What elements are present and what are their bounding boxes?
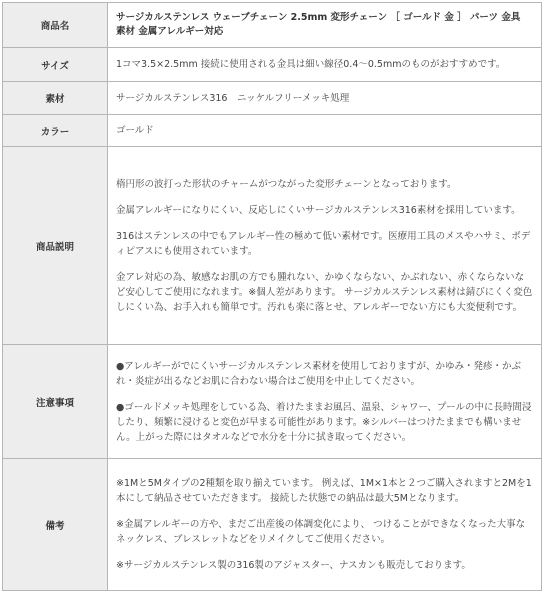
row-label-precautions: 注意事項 [3,345,108,459]
spec-row-color [3,115,542,147]
precaution-item: ●アレルギーがでにくいサージカルステンレス素材を使用しておりますが、かゆみ・発疹・かぶれ・炎症が出るなどお肌に合わない場合はご使用を中止してください。 [116,360,522,387]
spec-row-precautions [3,345,542,459]
material-value: サージカルステンレス316 ニッケルフリーメッキ処理 [108,82,542,115]
note-item: ※金属アレルギーの方や、まだご出産後の体調変化により、 つけることができなくなった大事なネックレス、ブレスレットなどをリメイクしてご使用ください。 [116,519,526,545]
description-paragraph: 金アレ対応の為、敏感なお肌の方でも腫れない、かゆくならない、かぶれない、赤くならないなど安心してご使用になれます。※個人差があります。 サージカルステンレス素材は錆びにくく変色しにくい為、お手入れも簡単です。汚れも楽に落とせ、アレルギーでない方にも大変便利です。 [116,271,533,313]
row-label-description: 商品説明 [3,147,108,345]
spec-row-notes [3,459,542,591]
description-paragraph: 金属アレルギーになりにくい、反応しにくいサージカルステンレス316素材を採用しています。 [116,204,521,216]
precaution-item: ●ゴールドメッキ処理をしている為、着けたままお風呂、温泉、シャワー、プールの中に長時間浸したり、頻繁に浸けると変色が早まる可能性があります。※シルバーはつけたままでも構いません。上がった際にはタオルなどで水分を十分に拭き取ってください。 [116,401,532,443]
spec-row-size [3,48,542,82]
row-label-product-name: 商品名 [3,3,108,48]
note-item: ※1Mと5Mタイプの2種類を取り揃えています。 例えば、1M×1本と２つご購入されますと2Mを1本にして納品させていただきます。 接続した状態での納品は最大5Mとなります。 [116,478,532,504]
row-label-notes: 備考 [3,459,108,591]
notes-value [108,459,542,591]
color-value: ゴールド [108,115,542,147]
size-value: 1コマ3.5×2.5mm 接続に使用される金具は細い線径0.4～0.5mmのものがおすすめです。 [108,48,542,82]
row-label-material: 素材 [3,82,108,115]
description-paragraph: 楕円形の波打った形状のチャームがつながった変形チェーンとなっております。 [116,178,457,190]
spec-row-material [3,82,542,115]
description-paragraph: 316はステンレスの中でもアレルギー性の極めて低い素材です。医療用工具のメスやハサミ、ボディピアスにも使用されています。 [116,230,531,257]
description-value [108,147,542,345]
precautions-value [108,345,542,459]
note-item: ※サージカルステンレス製の316製のアジャスター、ナスカンも販売しております。 [116,560,471,571]
spec-row-product-name [3,3,542,48]
spec-row-description [3,147,542,345]
product-name-value: サージカルステンレス ウェーブチェーン 2.5mm 変形チェーン ［ ゴールド 金 ］ パーツ 金具 素材 金属アレルギー対応 [108,3,542,48]
row-label-color: カラー [3,115,108,147]
row-label-size: サイズ [3,48,108,82]
product-spec-table [2,2,542,591]
